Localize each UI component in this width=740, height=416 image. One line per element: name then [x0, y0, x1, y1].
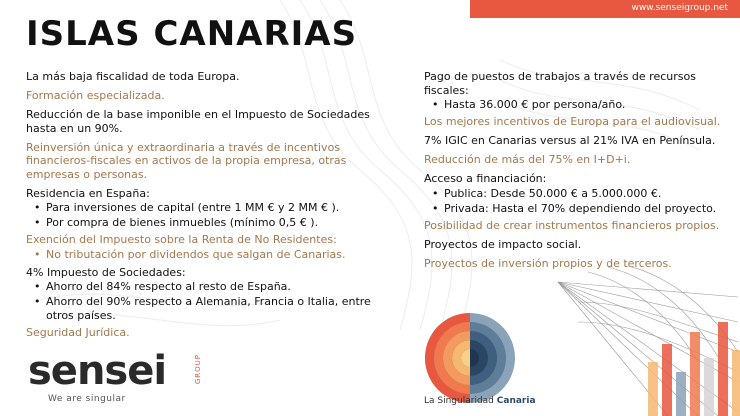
sociedades-list [26, 280, 386, 323]
logo-group-label: GROUP [194, 354, 202, 385]
right-column [424, 70, 724, 276]
logo-wordmark: sensei [28, 348, 167, 394]
benefit-igic: 7% IGIC en Canarias versus al 21% IVA en Península. [424, 134, 716, 147]
left-column [26, 70, 386, 345]
exencion-heading: Exención del Impuesto sobre la Renta de No Residentes: [26, 233, 337, 246]
list-item: • Por compra de bienes inmuebles (mínimo 0,5 € ). [26, 216, 386, 230]
pago-list [424, 98, 724, 112]
benefit-instrumentos: Posibilidad de crear instrumentos financieros propios. [424, 218, 720, 232]
list-item: • Privada: Hasta el 70% dependiendo del proyecto. [424, 202, 724, 216]
list-item: • Publica: Desde 50.000 € a 5.000.000 €. [424, 187, 724, 201]
residencia-list [26, 201, 386, 230]
sociedades-heading: 4% Impuesto de Sociedades: [26, 265, 186, 279]
page-title: ISLAS CANARIAS [26, 14, 358, 54]
list-item: • Para inversiones de capital (entre 1 MM € y 2 MM € ). [26, 201, 386, 215]
caption-bold: Canaria [496, 396, 536, 406]
list-item: • Ahorro del 84% respecto al resto de España. [26, 280, 386, 294]
exencion-list [26, 248, 386, 262]
residencia-heading: Residencia en España: [26, 186, 150, 200]
singularidad-target-icon [424, 312, 516, 404]
list-item: • Ahorro del 90% respecto a Alemania, Francia o Italia, entre otros países. [26, 295, 386, 323]
decorative-chart-image [548, 262, 740, 416]
caption-prefix: La Singularidad [424, 396, 494, 406]
acceso-heading: Acceso a financiación: [424, 172, 547, 185]
sensei-logo [28, 350, 228, 410]
benefit-fiscalidad: La más baja fiscalidad de toda Europa. [26, 70, 240, 83]
benefit-impacto-social: Proyectos de impacto social. [424, 237, 582, 251]
benefit-idi: Reducción de más del 75% en I+D+i. [424, 153, 631, 166]
logo-tagline: We are singular [48, 394, 126, 404]
pago-heading: Pago de puestos de trabajos a través de recursos fiscales: [424, 70, 696, 97]
benefit-formacion: Formación especializada. [26, 89, 165, 102]
list-item: • Hasta 36.000 € por persona/año. [424, 98, 724, 112]
benefit-reduccion-base: Reducción de la base imponible en el Impuesto de Sociedades hasta en un 90%. [26, 108, 370, 135]
benefit-seguridad: Seguridad Jurídica. [26, 326, 130, 339]
benefit-reinversion: Reinversión única y extraordinaria a través de incentivos financieros-fiscales en activos de la propia empresa, otras empresas o personas. [26, 140, 347, 181]
singularidad-caption [424, 396, 536, 406]
website-url[interactable]: www.senseigroup.net [631, 3, 728, 13]
benefit-proyectos-inversion: Proyectos de inversión propios y de terceros. [424, 256, 672, 270]
list-item: • No tributación por dividendos que salgan de Canarias. [26, 248, 386, 262]
acceso-list [424, 187, 724, 216]
benefit-audiovisual: Los mejores incentivos de Europa para el audiovisual. [424, 115, 721, 128]
